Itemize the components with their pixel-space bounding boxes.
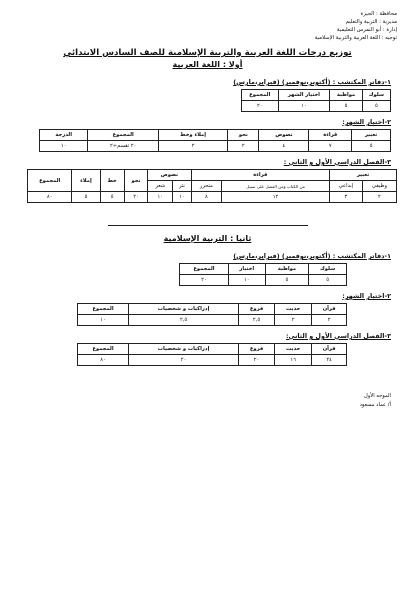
- table-header-cell: اختبار: [228, 264, 265, 275]
- table-cell: ٢,٥: [239, 315, 275, 326]
- table-cell: ٥: [362, 101, 390, 112]
- table-header-cell: إدراكيات و شخصيات: [129, 304, 239, 315]
- table-header-cell: فروع: [239, 344, 275, 355]
- section-heading: ١-دفاتر المكتشب : (أكتوبر،نوفمبر) (فبراير،مارس): [233, 78, 391, 86]
- table-cell: ٢٠: [242, 101, 279, 112]
- table-arabic-monthly: [39, 129, 391, 152]
- table-header-cell: المجموع: [180, 264, 229, 275]
- table-header-cell: المجموع: [78, 304, 129, 315]
- table-subheader-cell: شعر: [148, 181, 173, 192]
- table-cell: ١٠: [278, 101, 330, 112]
- table-subheader-cell: من الكتاب ومن الفصل على سبيل: [222, 181, 330, 192]
- signature-role: الموجه الأول: [363, 393, 391, 399]
- table-arabic-term: [27, 169, 397, 203]
- section-divider: [108, 225, 308, 226]
- table-islamic-monthly: [77, 303, 347, 326]
- header-line: محافظة : الجيزة: [360, 11, 397, 17]
- table-cell: ١٠: [173, 192, 191, 203]
- table-cell: ١٢: [222, 192, 330, 203]
- table-cell: ٣: [329, 192, 362, 203]
- header-line: مديرية : التربية والتعليم: [345, 19, 397, 25]
- table-cell: ٢٠: [239, 355, 275, 366]
- signature-block: [18, 392, 391, 410]
- table-subheader-cell: إبداعي: [329, 181, 362, 192]
- table-cell: ٨٠: [28, 192, 72, 203]
- table-subheader-cell: متحرر: [191, 181, 222, 192]
- table-header-cell: قرآن: [312, 344, 347, 355]
- table-cell: ١٠: [148, 192, 173, 203]
- table-header-cell: المجموع: [242, 90, 279, 101]
- table-header-cell: حديث: [274, 344, 311, 355]
- section-heading: ٢-اختبار الشهر:: [342, 118, 391, 126]
- header-line: إدارة : أبو النمرس التعليمية: [336, 27, 397, 33]
- table-cell: ١٠: [78, 315, 129, 326]
- table-header-cell: قراءة: [191, 170, 329, 181]
- table-header-cell: سلوك: [309, 264, 347, 275]
- table-cell: ٨: [191, 192, 222, 203]
- section-title-arabic: أولا : اللغة العربية: [172, 60, 243, 69]
- table-cell: ٢٠: [124, 192, 148, 203]
- table-header-cell: خط: [100, 170, 124, 192]
- table-header-cell: مواظبة: [330, 90, 363, 101]
- section-heading: ٣-الفصل الدراسي الأول و الثاني :: [283, 158, 391, 166]
- table-cell: ٢: [228, 141, 259, 152]
- table-header-cell: قراءة: [309, 130, 352, 141]
- table-cell: ٢٤: [312, 355, 347, 366]
- table-cell: ٥: [352, 141, 391, 152]
- table-islamic-notebooks: [179, 263, 347, 286]
- table-header-cell: نصوص: [259, 130, 309, 141]
- table-cell: ٢: [362, 192, 396, 203]
- table-cell: ٢٠: [129, 355, 239, 366]
- table-cell: ٥: [265, 275, 309, 286]
- section-heading: ٢-اختبار الشهر:: [342, 292, 391, 300]
- table-header-cell: نصوص: [148, 170, 191, 181]
- table-header-cell: تعبير: [329, 170, 396, 181]
- table-islamic-term: [77, 343, 347, 366]
- table-cell: ٧: [309, 141, 352, 152]
- table-cell: ٢: [312, 315, 347, 326]
- table-header-cell: إدراكيات و شخصيات: [129, 344, 239, 355]
- table-arabic-notebooks: [241, 89, 391, 112]
- table-subheader-cell: نثر: [173, 181, 191, 192]
- table-header-cell: قرآن: [312, 304, 347, 315]
- table-header-cell: تعبير: [352, 130, 391, 141]
- table-header-cell: نحو: [228, 130, 259, 141]
- table-header-cell: اختيار الشهر: [278, 90, 330, 101]
- header-line: توجيه : اللغة العربية والتربية الإسلامية: [314, 35, 397, 41]
- table-header-cell: مواظبة: [265, 264, 309, 275]
- table-header-cell: المجموع: [28, 170, 72, 192]
- table-header-cell: المجموع: [78, 344, 129, 355]
- table-cell: ٢٠: [180, 275, 229, 286]
- table-cell: ٢,٥: [129, 315, 239, 326]
- table-header-cell: المجموع: [88, 130, 159, 141]
- table-header-cell: إملاء: [72, 170, 100, 192]
- table-cell: ٢٠ تقسم÷٢: [88, 141, 159, 152]
- table-subheader-cell: وظيفي: [362, 181, 396, 192]
- table-header-cell: سلوك: [362, 90, 390, 101]
- table-cell: ١٠: [228, 275, 265, 286]
- table-header-cell: الدرجة: [40, 130, 88, 141]
- table-cell: ٥: [72, 192, 100, 203]
- table-cell: ٥: [309, 275, 347, 286]
- table-cell: ٤: [259, 141, 309, 152]
- signature-name: أ/ عماد مسعود: [359, 402, 391, 408]
- table-cell: ٨٠: [78, 355, 129, 366]
- table-header-cell: فروع: [239, 304, 275, 315]
- table-header-cell: حديث: [274, 304, 311, 315]
- page-title: توزيع درجات اللغة العربية والتربية الإسلامية للصف السادس الابتدائي: [63, 48, 352, 58]
- letter-header: [18, 10, 397, 42]
- section-title-islamic: ثانيا : التربية الإسلامية: [163, 234, 252, 243]
- table-cell: ٢: [274, 315, 311, 326]
- table-cell: ١٠: [40, 141, 88, 152]
- table-cell: ١٦: [274, 355, 311, 366]
- table-cell: ٢: [159, 141, 228, 152]
- section-heading: ٣-الفصل الدراسي الأول و الثاني:: [285, 332, 391, 340]
- table-cell: ٥: [330, 101, 363, 112]
- section-heading: ١-دفاتر المكتشب : (أكتوبر،نوفمبر) (فبراير،مارس): [233, 252, 391, 260]
- table-header-cell: نحو: [124, 170, 148, 192]
- table-cell: ٥: [100, 192, 124, 203]
- table-header-cell: إملاء وخط: [159, 130, 228, 141]
